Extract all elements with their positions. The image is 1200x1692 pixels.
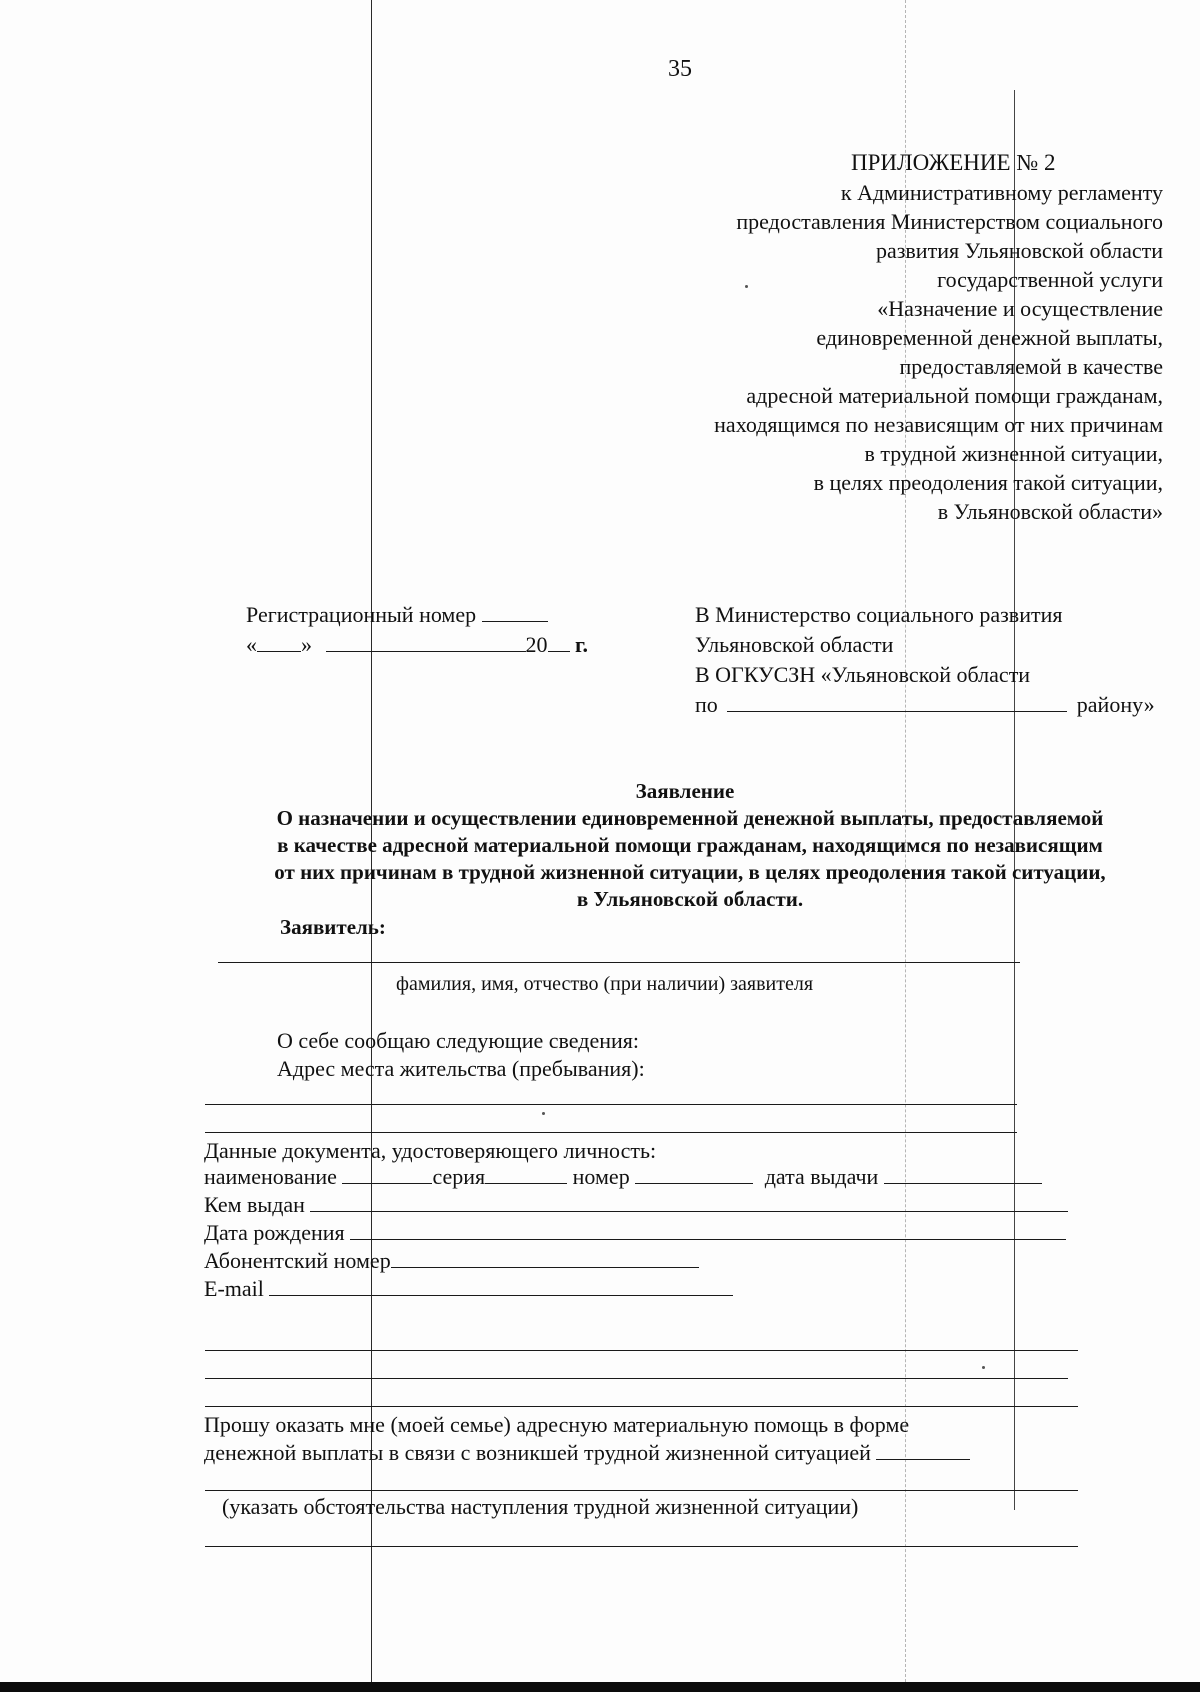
address-field-line-2[interactable] xyxy=(205,1132,1017,1133)
appendix-line: находящимся по независящим от них причинам xyxy=(714,412,1163,437)
doc-issue-date-label: дата выдачи xyxy=(764,1164,879,1189)
district-field[interactable] xyxy=(727,691,1067,712)
circumstances-field-line-1[interactable] xyxy=(205,1490,1078,1491)
page-number: 35 xyxy=(668,56,692,82)
addressee-line-3: В ОГКУСЗН «Ульяновской области xyxy=(695,662,1031,687)
doc-series-label: серия xyxy=(432,1164,486,1189)
doc-issue-date-field[interactable] xyxy=(884,1163,1042,1184)
circumstances-caption: (указать обстоятельства наступления трудной жизненной ситуации) xyxy=(222,1494,859,1519)
appendix-line: в трудной жизненной ситуации, xyxy=(864,441,1163,466)
appendix-title: ПРИЛОЖЕНИЕ № 2 xyxy=(851,150,1056,175)
circumstances-field-line-2[interactable] xyxy=(205,1546,1078,1547)
registration-date-row xyxy=(246,630,588,659)
statement-line: в качестве адресной материальной помощи гражданам, находящимся по независящим xyxy=(277,833,1103,857)
applicant-info-intro: О себе сообщаю следующие сведения: xyxy=(277,1028,640,1053)
addressee-po: по xyxy=(695,692,718,717)
email-row xyxy=(204,1274,733,1303)
appendix-line: государственной услуги xyxy=(937,267,1163,292)
appendix-line: «Назначение и осуществление xyxy=(877,296,1163,321)
issued-by-row xyxy=(204,1190,1068,1219)
extra-field-line-2[interactable] xyxy=(205,1378,1068,1379)
address-field-line-1[interactable] xyxy=(205,1104,1017,1105)
phone-field[interactable] xyxy=(391,1247,699,1268)
doc-series-field[interactable] xyxy=(485,1163,567,1184)
date-year-prefix: 20 xyxy=(525,632,548,657)
date-year-field[interactable] xyxy=(548,631,570,652)
email-label: E-mail xyxy=(204,1276,264,1301)
phone-row xyxy=(204,1246,699,1275)
extra-field-line-3[interactable] xyxy=(205,1406,1078,1407)
scan-speck xyxy=(982,1366,985,1369)
request-situation-field[interactable] xyxy=(876,1439,970,1460)
email-field[interactable] xyxy=(269,1275,733,1296)
statement-title: Заявление xyxy=(635,779,735,803)
registration-number-field[interactable] xyxy=(482,601,548,622)
statement-line: от них причинам в трудной жизненной ситуации, в целях преодоления такой ситуации, xyxy=(274,860,1106,884)
statement-body xyxy=(200,805,1180,913)
appendix-line: к Административному регламенту xyxy=(840,180,1163,205)
statement-line: О назначении и осуществлении единовременной денежной выплаты, предоставляемой xyxy=(276,806,1104,830)
addressee-line-1: В Министерство социального развития xyxy=(695,602,1063,627)
address-label: Адрес места жительства (пребывания): xyxy=(277,1056,645,1081)
applicant-name-caption: фамилия, имя, отчество (при наличии) заявителя xyxy=(396,973,814,995)
birth-date-label: Дата рождения xyxy=(204,1220,345,1245)
issued-by-label: Кем выдан xyxy=(204,1192,305,1217)
request-line-2-row xyxy=(204,1438,970,1467)
request-line-2: денежной выплаты в связи с возникшей трудной жизненной ситуацией xyxy=(204,1440,871,1465)
appendix-line: предоставляемой в качестве xyxy=(899,354,1163,379)
request-line-1: Прошу оказать мне (моей семье) адресную материальную помощь в форме xyxy=(204,1412,910,1437)
addressee-district: району» xyxy=(1076,692,1155,717)
date-close-quote: » xyxy=(301,632,312,657)
appendix-line: единовременной денежной выплаты, xyxy=(816,325,1163,350)
phone-label: Абонентский номер xyxy=(204,1248,391,1273)
registration-number-label: Регистрационный номер xyxy=(246,602,477,627)
appendix-line: в целях преодоления такой ситуации, xyxy=(813,470,1163,495)
addressee-line-2: Ульяновской области xyxy=(695,632,894,657)
extra-field-line-1[interactable] xyxy=(205,1350,1078,1351)
appendix-text xyxy=(463,178,1163,526)
doc-number-field[interactable] xyxy=(635,1163,753,1184)
date-open-quote: « xyxy=(246,632,257,657)
appendix-line: в Ульяновской области» xyxy=(937,499,1163,524)
identity-doc-row xyxy=(204,1162,1042,1191)
registration-number-row xyxy=(246,600,548,629)
applicant-label: Заявитель: xyxy=(280,915,386,939)
date-year-suffix: г. xyxy=(575,632,589,657)
addressee-district-row xyxy=(695,690,1155,719)
applicant-name-field[interactable] xyxy=(218,962,1020,963)
birth-date-field[interactable] xyxy=(350,1219,1066,1240)
scan-speck xyxy=(542,1112,545,1115)
date-day-field[interactable] xyxy=(257,631,301,652)
date-month-field[interactable] xyxy=(326,631,526,652)
appendix-line: развития Ульяновской области xyxy=(875,238,1163,263)
appendix-line: адресной материальной помощи гражданам, xyxy=(746,383,1163,408)
appendix-line: предоставления Министерством социального xyxy=(736,209,1163,234)
doc-number-label: номер xyxy=(572,1164,630,1189)
doc-name-field[interactable] xyxy=(342,1163,432,1184)
issued-by-field[interactable] xyxy=(310,1191,1068,1212)
statement-line: в Ульяновской области. xyxy=(576,887,804,911)
scan-border xyxy=(0,1682,1200,1692)
doc-name-label: наименование xyxy=(204,1164,337,1189)
identity-doc-heading: Данные документа, удостоверяющего личность: xyxy=(204,1138,657,1163)
birth-date-row xyxy=(204,1218,1066,1247)
